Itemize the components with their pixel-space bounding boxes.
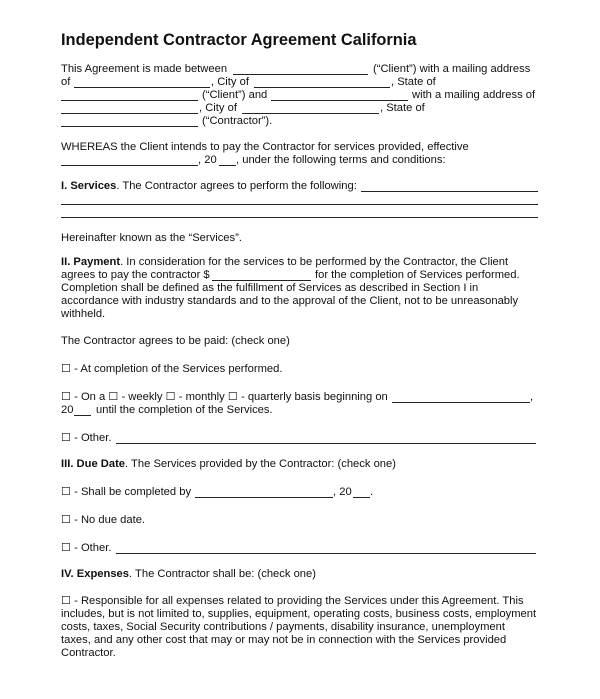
services-blank-1[interactable]: [361, 191, 538, 192]
payment-option-periodic[interactable]: ☐ - On a ☐ - weekly ☐ - monthly ☐ - quarterly basis beginning on: [61, 391, 388, 403]
document-title: Independent Contractor Agreement California: [61, 31, 417, 49]
services-blank-3[interactable]: [61, 217, 538, 218]
intro-made-between: This Agreement is made between: [61, 63, 228, 75]
client-name-blank[interactable]: [233, 74, 368, 75]
expenses-heading-line: [61, 568, 316, 581]
whereas-line: WHEREAS the Client intends to pay the Contractor for services provided, effective: [61, 141, 469, 153]
intro-state-of-2: , State of: [380, 102, 425, 114]
intro-city-of: , City of: [211, 76, 249, 88]
payment-check-one: The Contractor agrees to be paid: (check one): [61, 335, 290, 347]
client-street-blank[interactable]: [74, 87, 210, 88]
expenses-line4: taxes, and any other cost that may or may not be in connection with the Services provided: [61, 634, 507, 646]
expenses-line3: costs, taxes, Social Security contributions / payments, disability insurance, unemployment: [61, 621, 505, 633]
due-date-other-blank[interactable]: [116, 553, 536, 554]
whereas-year-suffix: , under the following terms and conditions:: [236, 154, 446, 166]
due-date-option-other[interactable]: ☐ - Other.: [61, 542, 112, 554]
due-date-heading: III. Due Date: [61, 458, 126, 470]
client-state-blank[interactable]: [61, 100, 198, 101]
due-date-option-none[interactable]: ☐ - No due date.: [61, 514, 146, 526]
payment-line3: Completion shall be defined as the fulfillment of Services as described in Section I in: [61, 282, 479, 294]
intro-client-and: (“Client”) and: [202, 89, 268, 101]
client-city-blank[interactable]: [254, 87, 390, 88]
expenses-line5: Contractor.: [61, 647, 116, 659]
contractor-name-blank[interactable]: [271, 100, 408, 101]
due-date-option-completed-by[interactable]: ☐ - Shall be completed by: [61, 486, 192, 498]
expenses-line2: includes, but is not limited to, supplies, equipment, operating costs, business costs, employment: [61, 608, 537, 620]
services-blank-2[interactable]: [61, 204, 538, 205]
services-heading: I. Services: [61, 180, 117, 192]
due-date-year-prefix: , 20: [333, 486, 352, 498]
due-date-heading-line: [61, 458, 396, 471]
payment-line2-suffix: for the completion of Services performed.: [315, 269, 520, 281]
effective-date-blank[interactable]: [61, 165, 198, 166]
contractor-city-blank[interactable]: [242, 113, 379, 114]
expenses-line1[interactable]: ☐ - Responsible for all expenses related to providing the Services under this Agreement. This: [61, 595, 524, 607]
intro-state-of: , State of: [391, 76, 436, 88]
payment-heading: II. Payment: [61, 256, 121, 268]
payment-option-other[interactable]: ☐ - Other.: [61, 432, 112, 444]
payment-comma: ,: [530, 391, 534, 403]
services-hereinafter: Hereinafter known as the “Services”.: [61, 232, 242, 244]
services-heading-line: [61, 180, 357, 193]
payment-year-suffix: until the completion of the Services.: [96, 404, 273, 416]
payment-other-blank[interactable]: [116, 443, 536, 444]
intro-city-of-2: , City of: [199, 102, 237, 114]
due-date-year-blank[interactable]: [353, 497, 370, 498]
payment-year-blank[interactable]: [74, 415, 91, 416]
due-date-text: . The Services provided by the Contractor: (check one): [125, 458, 396, 470]
payment-year-prefix: 20: [61, 404, 74, 416]
intro-contractor-address: with a mailing address of: [412, 89, 536, 101]
payment-amount-blank[interactable]: [212, 280, 311, 281]
services-text: . The Contractor agrees to perform the following:: [116, 180, 357, 192]
due-date-blank[interactable]: [195, 497, 333, 498]
contractor-street-blank[interactable]: [61, 113, 198, 114]
due-date-period: .: [370, 486, 374, 498]
payment-begin-date-blank[interactable]: [392, 402, 530, 403]
whereas-year-prefix: , 20: [198, 154, 217, 166]
payment-line1: . In consideration for the services to be performed by the Contractor, the Client: [120, 256, 509, 268]
contractor-state-blank[interactable]: [61, 126, 198, 127]
expenses-text: . The Contractor shall be: (check one): [129, 568, 316, 580]
effective-year-blank[interactable]: [219, 165, 236, 166]
payment-heading-line: [61, 256, 508, 269]
intro-of: of: [61, 76, 71, 88]
payment-line4: accordance with industry standards and to the approval of the Client, not to be unreasonably: [61, 295, 519, 307]
payment-line2-prefix: agrees to pay the contractor $: [61, 269, 210, 281]
intro-contractor-end: (“Contractor”).: [202, 115, 273, 127]
payment-option-completion[interactable]: ☐ - At completion of the Services performed.: [61, 363, 283, 375]
intro-client-address: (“Client”) with a mailing address: [373, 63, 531, 75]
payment-line5: withheld.: [61, 308, 106, 320]
expenses-heading: IV. Expenses: [61, 568, 129, 580]
